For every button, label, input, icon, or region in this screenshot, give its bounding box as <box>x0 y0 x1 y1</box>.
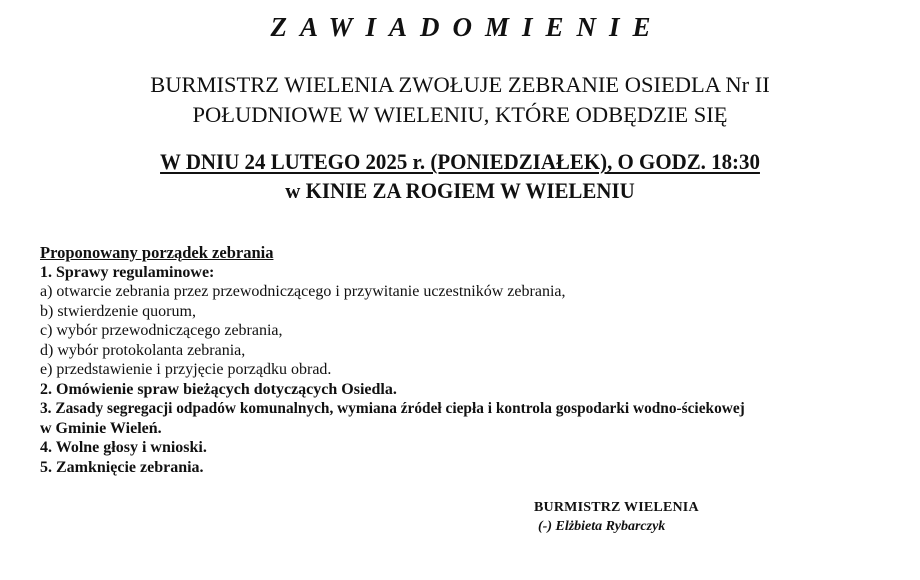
agenda-item: 5. Zamknięcie zebrania. <box>40 459 204 477</box>
intro-line-2: POŁUDNIOWE W WIELENIU, KTÓRE ODBĘDZIE SIĘ <box>192 102 728 127</box>
agenda-item: 4. Wolne głosy i wnioski. <box>40 439 207 457</box>
intro-line-1: BURMISTRZ WIELENIA ZWOŁUJE ZEBRANIE OSIEDLA Nr II <box>150 72 770 97</box>
agenda-subitem: a) otwarcie zebrania przez przewodniczącego i przywitanie uczestników zebrania, <box>40 283 566 301</box>
agenda-item: 3. Zasady segregacji odpadów komunalnych, wymiana źródeł ciepła i kontrola gospodarki wodno-ściekowej <box>40 400 745 418</box>
agenda-subitem: c) wybór przewodniczącego zebrania, <box>40 322 283 340</box>
agenda-item: 1. Sprawy regulaminowe: <box>40 263 215 281</box>
agenda-subitem: e) przedstawienie i przyjęcie porządku obrad. <box>40 361 332 379</box>
signature-office: BURMISTRZ WIELENIA <box>534 500 699 515</box>
agenda-item-continuation: w Gminie Wieleń. <box>40 419 162 437</box>
agenda-section <box>40 243 774 478</box>
meeting-location: w KINIE ZA ROGIEM W WIELENIU <box>285 178 635 203</box>
agenda-subitem: b) stwierdzenie quorum, <box>40 302 196 320</box>
signature-name: (-) Elżbieta Rybarczyk <box>538 519 666 534</box>
signature-block <box>534 498 699 536</box>
meeting-date-time <box>32 149 888 175</box>
agenda-item: 2. Omówienie spraw bieżących dotyczących Osiedla. <box>40 380 397 398</box>
agenda-heading: Proponowany porządek zebrania <box>40 243 274 262</box>
agenda-subitem: d) wybór protokolanta zebrania, <box>40 341 246 359</box>
document-title: ZAWIADOMIENIE <box>270 12 664 42</box>
meeting-date-time-text: W DNIU 24 LUTEGO 2025 r. (PONIEDZIAŁEK), O GODZ. 18:30 <box>160 149 760 174</box>
